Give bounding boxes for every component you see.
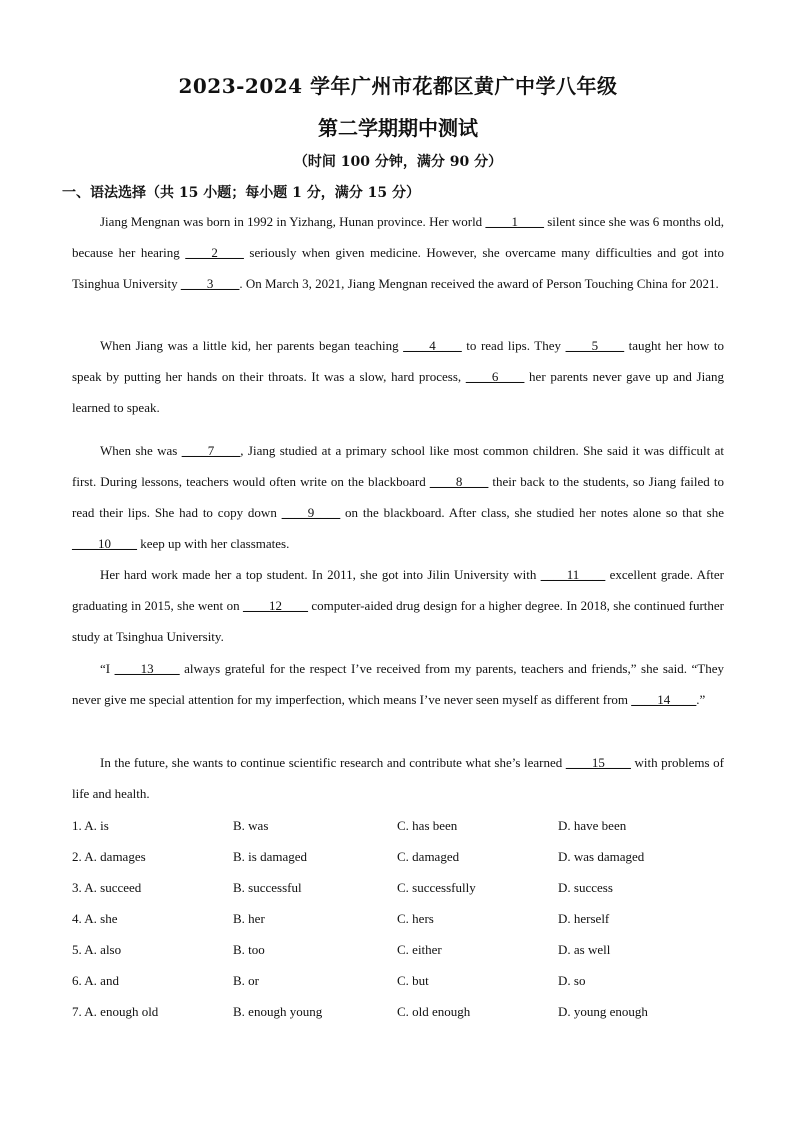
option-b: B. or xyxy=(233,973,259,988)
blank-5: ____5____ xyxy=(565,338,625,353)
option-d: D. as well xyxy=(558,942,611,957)
passage-paragraph-5: “I ____13____ always grateful for the respect I’ve received from my parents, teachers and friends,” she said. “They never give me special attention for my imperfection, which means I’ve never seen myself as different from ____14____.” xyxy=(72,661,724,707)
blank-1: ____1____ xyxy=(485,214,544,229)
option-c: C. old enough xyxy=(397,1004,471,1019)
option-c: C. successfully xyxy=(397,880,476,895)
option-d: D. herself xyxy=(558,911,610,926)
option-b: B. successful xyxy=(233,880,302,895)
question-5-options xyxy=(72,934,724,965)
option-c: C. but xyxy=(397,973,429,988)
option-c: C. damaged xyxy=(397,849,460,864)
blank-15: ____15____ xyxy=(565,755,631,770)
option-d: D. have been xyxy=(558,818,627,833)
option-c: C. hers xyxy=(397,911,434,926)
passage-paragraph-3: When she was ____7____, Jiang studied at a primary school like most common children. She said it was difficult at first. During lessons, teachers would often write on the blackboard ____8____ their back to the students, so Jiang failed to read their lips. She had to copy down ____9____ on the blackboard. After class, she studied her notes alone so that she ____10____ keep up with her classmates. xyxy=(72,443,724,551)
blank-4: ____4____ xyxy=(403,338,462,353)
exam-title: 2023-2024 学年广州市花都区黄广中学八年级 xyxy=(178,74,618,98)
blank-12: ____12____ xyxy=(242,598,308,613)
passage-paragraph-6: In the future, she wants to continue scientific research and contribute what she’s learned ____15____ with problems of life and health. xyxy=(72,755,724,801)
passage-paragraph-2: When Jiang was a little kid, her parents began teaching ____4____ to read lips. They ____5____ taught her how to speak by putting her hands on their throats. It was a slow, hard process, ____6____ her parents never gave up and Jiang learned to speak. xyxy=(72,338,725,415)
blank-3: ____3____ xyxy=(180,276,240,291)
option-a: 1. A. is xyxy=(72,818,109,833)
question-6-options xyxy=(72,965,724,996)
blank-9: ____9____ xyxy=(281,505,341,520)
option-a: 4. A. she xyxy=(72,911,118,926)
option-b: B. was xyxy=(233,818,269,833)
exam-time-score: （时间 100 分钟，满分 90 分） xyxy=(293,154,503,170)
option-a: 2. A. damages xyxy=(72,849,146,864)
blank-13: ____13____ xyxy=(114,661,180,676)
option-c: C. has been xyxy=(397,818,458,833)
exam-subtitle-term: 第二学期期中测试 xyxy=(318,116,478,140)
blank-10: ____10____ xyxy=(72,536,137,551)
option-d: D. so xyxy=(558,973,586,988)
question-7-options xyxy=(72,996,724,1027)
question-2-options xyxy=(72,841,724,872)
option-a: 6. A. and xyxy=(72,973,119,988)
question-4-options xyxy=(72,903,724,934)
question-1-options xyxy=(72,810,724,841)
option-a: 3. A. succeed xyxy=(72,880,142,895)
option-d: D. success xyxy=(558,880,613,895)
blank-8: ____8____ xyxy=(429,474,489,489)
blank-11: ____11____ xyxy=(540,567,606,582)
option-d: D. was damaged xyxy=(558,849,645,864)
blank-14: ____14____ xyxy=(631,692,697,707)
passage-paragraph-4: Her hard work made her a top student. In 2011, she got into Jilin University with ____11____ excellent grade. After graduating in 2015, she went on ____12____ computer-aided drug design for a higher degree. In 2018, she continued further study at Tsinghua University. xyxy=(72,567,724,644)
option-b: B. too xyxy=(233,942,265,957)
blank-2: ____2____ xyxy=(185,245,244,260)
option-a: 7. A. enough old xyxy=(72,1004,159,1019)
option-b: B. her xyxy=(233,911,265,926)
passage-paragraph-1: Jiang Mengnan was born in 1992 in Yizhang, Hunan province. Her world ____1____ silent since she was 6 months old, because her hearing ____2____ seriously when given medicine. However, she overcame many difficulties and got into Tsinghua University ____3____. On March 3, 2021, Jiang Mengnan received the award of Person Touching China for 2021. xyxy=(72,214,724,291)
section-heading: 一、语法选择（共 15 小题；每小题 1 分，满分 15 分） xyxy=(62,185,420,201)
option-b: B. is damaged xyxy=(233,849,308,864)
option-a: 5. A. also xyxy=(72,942,122,957)
option-b: B. enough young xyxy=(233,1004,323,1019)
blank-7: ____7____ xyxy=(181,443,241,458)
answer-options xyxy=(72,810,724,1027)
question-3-options xyxy=(72,872,724,903)
option-d: D. young enough xyxy=(558,1004,648,1019)
blank-6: ____6____ xyxy=(465,369,525,384)
option-c: C. either xyxy=(397,942,442,957)
